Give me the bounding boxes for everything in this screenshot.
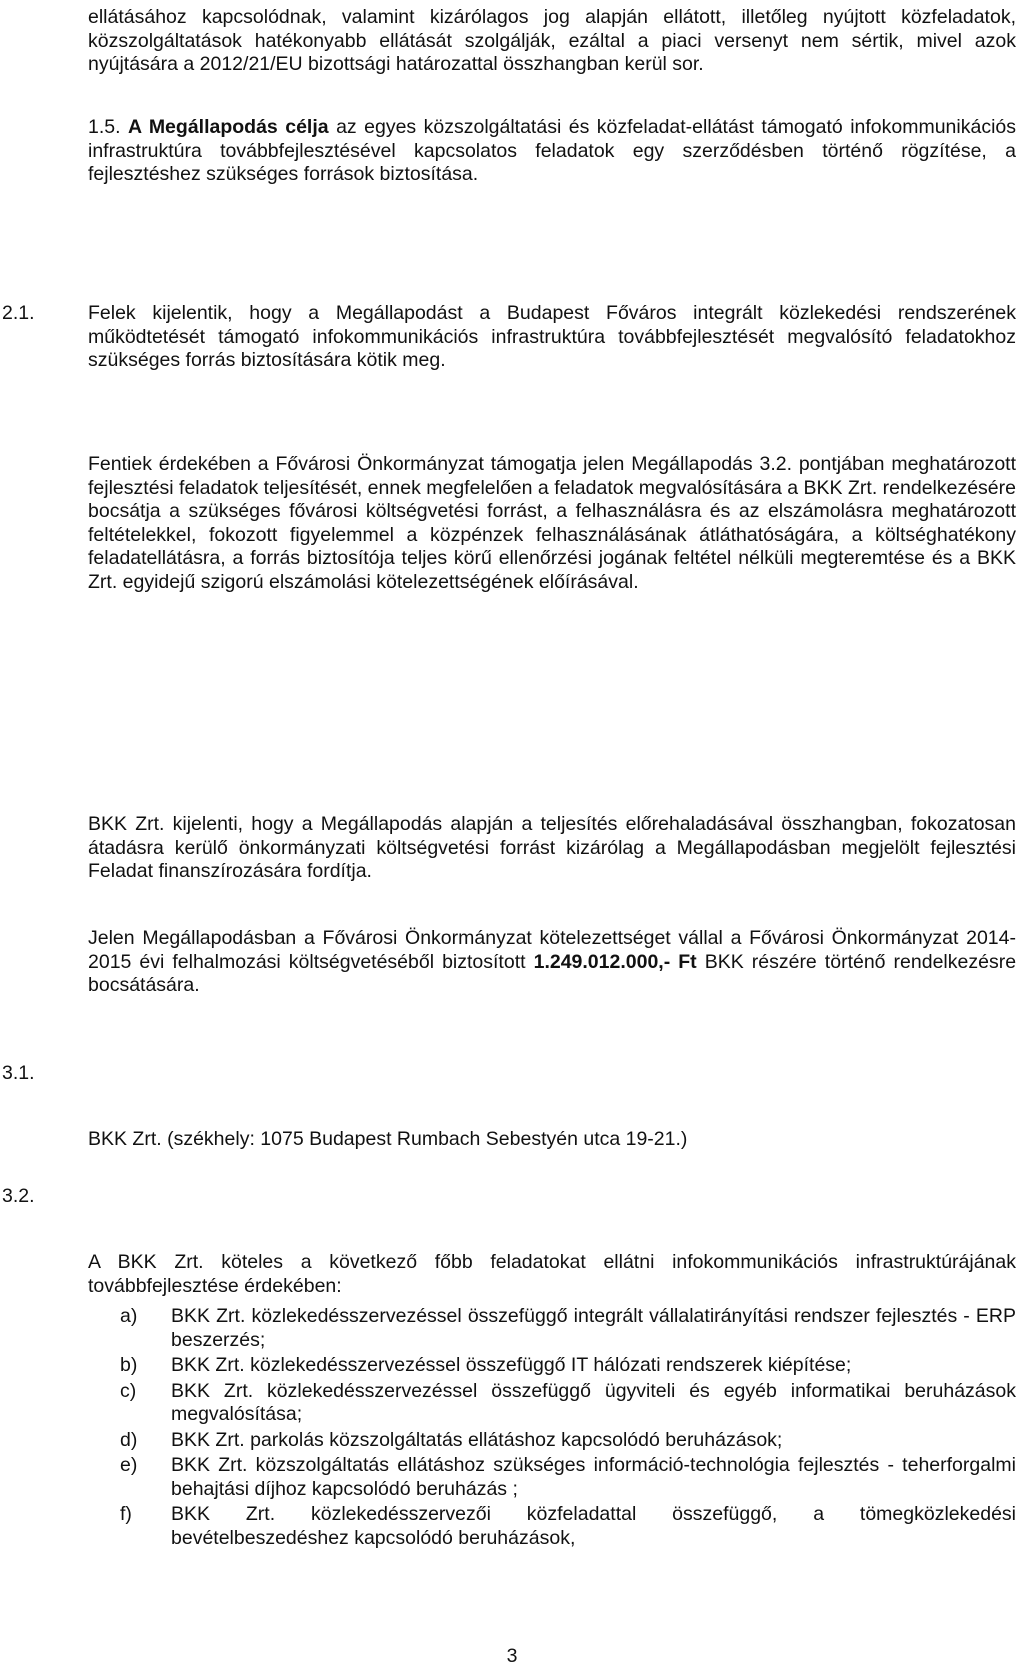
list-item-text: BKK Zrt. közlekedésszervezői közfeladattal összefüggő, a tömegközlekedési bevételbeszedéshez kapcsolódó beruházások, (171, 1503, 1016, 1549)
task-list (120, 1305, 1016, 1550)
list-item (120, 1354, 1016, 1378)
intro-text: ellátásához kapcsolódnak, valamint kizárólagos jog alapján ellátott, illetőleg nyújtott közfeladatok, közszolgáltatások hatékonyabb ellátását szolgálják, ezáltal a piaci versenyt nem sértik, mivel azok nyújtására a 2012/21/EU bizottsági határozattal összhangban kerül sor. (88, 6, 1016, 75)
section-1-5-number: 1.5. (88, 116, 121, 138)
section-2-1-paragraph-4 (88, 927, 1016, 998)
section-1-5-text: az egyes közszolgáltatási és közfeladat-ellátást támogató infokommunikációs infrastruktúra továbbfejlesztésével kapcsolatos feladatok egy szerződésben történő rögzítése, a fejlesztéshez szükséges források biztosítása. (88, 116, 1017, 185)
section-1-5-bold: A Megállapodás célja (128, 116, 329, 138)
list-item-marker: c) (120, 1379, 137, 1402)
section-2-1-paragraph: Felek kijelentik, hogy a Megállapodást a Budapest Főváros integrált közlekedési rendszerének működtetését támogató infokommunikációs infrastruktúra továbbfejlesztését megvalósító feladatokhoz szükséges forrás biztosítására kötik meg. (88, 302, 1016, 371)
list-item-text: BKK Zrt. közlekedésszervezéssel összefüggő IT hálózati rendszerek kiépítése; (171, 1354, 852, 1376)
section-1-5-paragraph (88, 116, 1016, 187)
section-2-1-paragraph-2: Fentiek érdekében a Fővárosi Önkormányzat támogatja jelen Megállapodás 3.2. pontjában meghatározott fejlesztési feladatok teljesítését, ennek megfelelően a feladatok megvalósítására a BKK Zrt. rendelkezésére bocsátja a szükséges fővárosi költségvetési forrást, a felhasználásra és az elszámolásra meghatározott feltételekkel, fokozott figyelemmel a közpénzek felhasználásának átláthatóságára, a költséghatékony feladatellátásra, a forrás biztosítója teljes körű ellenőrzési jogának feltétel nélküli megteremtése és a BKK Zrt. egyidejű szigorú elszámolási kötelezettségének előírásával. (88, 453, 1016, 593)
list-item-text: BKK Zrt. parkolás közszolgáltatás ellátáshoz kapcsolódó beruházások; (171, 1428, 783, 1451)
funding-text-after: BKK részére történő rendelkezésre bocsátására. (88, 950, 1017, 996)
section-3-2-intro: A BKK Zrt. köteles a következő főbb feladatokat ellátni infokommunikációs infrastruktúrájának továbbfejlesztése érdekében: (88, 1251, 1016, 1297)
list-item-text: BKK Zrt. közlekedésszervezéssel összefüggő ügyviteli és egyéb informatikai beruházások megvalósítása; (171, 1379, 1016, 1425)
section-2-1-paragraph-3: BKK Zrt. kijelenti, hogy a Megállapodás alapján a teljesítés előrehaladásával összhangban, fokozatosan átadásra kerülő önkormányzati költségvetési forrást kizárólag a Megállapodásban megjelölt fejlesztési Feladat finanszírozására fordítja. (88, 813, 1016, 882)
section-3-1-number: 3.1. (2, 1062, 35, 1084)
list-item-marker: a) (120, 1305, 138, 1327)
section-2-1-number: 2.1. (2, 302, 35, 324)
intro-paragraph (88, 6, 1016, 77)
list-item-text: BKK Zrt. közlekedésszervezéssel összefüggő integrált vállalatirányítási rendszer fejlesztés - ERP beszerzés; (171, 1305, 1016, 1351)
funding-amount: 1.249.012.000,- Ft (533, 950, 697, 973)
list-item-marker: f) (120, 1503, 132, 1525)
list-item (120, 1305, 1016, 1352)
list-item (120, 1380, 1016, 1427)
list-item-marker: d) (120, 1428, 138, 1451)
section-3-2-number: 3.2. (2, 1185, 35, 1207)
section-3-1-text: BKK Zrt. (székhely: 1075 Budapest Rumbach Sebestyén utca 19-21.) (88, 1128, 688, 1150)
list-item (120, 1429, 1016, 1453)
list-item-marker: b) (120, 1354, 138, 1376)
list-item (120, 1454, 1016, 1501)
list-item (120, 1503, 1016, 1550)
funding-text-before: Jelen Megállapodásban a Fővárosi Önkormányzat kötelezettséget vállal a Fővárosi Önkormányzat 2014-2015 évi felhalmozási költségvetéséből biztosított (88, 927, 1016, 973)
list-item-marker: e) (120, 1454, 138, 1476)
list-item-text: BKK Zrt. közszolgáltatás ellátáshoz szükséges információ-technológia fejlesztés - teherforgalmi behajtási díjhoz kapcsolódó beruházás ; (171, 1454, 1016, 1500)
page-number: 3 (506, 1645, 518, 1667)
